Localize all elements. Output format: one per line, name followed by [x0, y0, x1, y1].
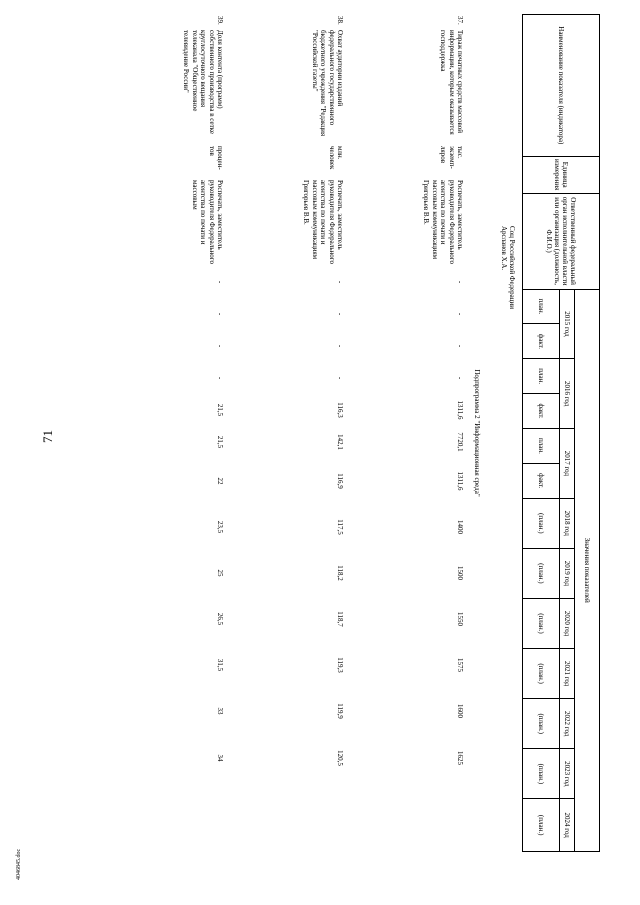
value-cell: 1575	[456, 658, 464, 672]
value-cell: 1550	[456, 612, 464, 626]
document-code: 4046845.doc	[16, 848, 22, 880]
value-cell: 26,5	[216, 612, 224, 626]
value-cell: -	[456, 280, 464, 284]
unit: тыс. экземп-ляров	[439, 146, 464, 169]
value-cell: 118,2	[336, 565, 344, 581]
value-cell: 33	[216, 707, 224, 715]
year-2015: 2015 год	[560, 289, 575, 359]
value-cell: 21,5	[216, 403, 224, 417]
rotated-table-sheet	[60, 14, 600, 894]
value-cell: -	[216, 344, 224, 348]
year-2018: 2018 год	[560, 498, 575, 548]
indicator-name: Тираж печатных средств массовой информации, которым оказывается господдержка	[439, 30, 464, 135]
indicators-table	[522, 14, 600, 852]
plan-2015: план.	[523, 289, 560, 324]
plan-2018: (план.)	[523, 498, 560, 548]
plan-2017: план.	[523, 429, 560, 464]
value-cell: 23,5	[216, 520, 224, 534]
row-number: 39.	[216, 16, 224, 25]
year-2016: 2016 год	[560, 359, 575, 429]
table-row	[104, 14, 224, 852]
value-cell: -	[336, 376, 344, 380]
value-cell: 1600	[456, 704, 464, 718]
unit: млн. человек	[327, 146, 344, 170]
year-2022: 2022 год	[560, 699, 575, 749]
row-number: 38.	[336, 16, 344, 25]
plan-2016: план.	[523, 359, 560, 394]
value-cell: 116,9	[336, 473, 344, 489]
subprogram-title: Подпрограмма 2 "Информационная среда"	[473, 369, 481, 497]
value-cell: 1400	[456, 520, 464, 534]
year-2021: 2021 год	[560, 649, 575, 699]
row-number: 37.	[456, 16, 464, 25]
header-values: Значения показателей	[575, 289, 600, 851]
value-cell: 1500	[456, 566, 464, 580]
page-number: 71	[40, 430, 55, 443]
value-cell: 21,5	[216, 435, 224, 449]
table-row	[224, 14, 344, 852]
value-cell: -	[216, 312, 224, 316]
value-cell: -	[216, 376, 224, 380]
unit: процен-тов	[207, 146, 224, 170]
header-responsible: Ответственный федеральный орган исполнительной власти или организация (должность, Ф.И.О.)	[523, 193, 600, 289]
fact-2016: факт.	[523, 394, 560, 429]
responsible: Роспечать, заместитель руководителя Федерального агентства по печати и массовым коммуникациям Григорьев В.В.	[302, 180, 344, 264]
plan-2021: (план.)	[523, 649, 560, 699]
responsible: Роспечать, заместитель руководителя Федерального агентства по печати и массовым	[190, 180, 224, 264]
value-cell: -	[456, 376, 464, 380]
plan-2019: (план.)	[523, 548, 560, 598]
value-cell: 31,5	[216, 658, 224, 672]
value-cell: 120,5	[336, 750, 344, 766]
value-cell: 22	[216, 477, 224, 485]
year-2017: 2017 год	[560, 429, 575, 499]
value-cell: 119,9	[336, 703, 344, 719]
value-cell: 142,1	[336, 434, 344, 450]
value-cell: -	[456, 344, 464, 348]
year-2023: 2023 год	[560, 749, 575, 799]
value-cell: -	[336, 344, 344, 348]
table-row	[344, 14, 464, 852]
fact-2017: факт.	[523, 463, 560, 498]
year-2020: 2020 год	[560, 598, 575, 648]
responsible-note: Соц Российской Федерации Арсланов Х.А.	[499, 226, 516, 309]
fact-2015: факт.	[523, 324, 560, 359]
value-cell: 1311,6	[456, 471, 464, 491]
plan-2023: (план.)	[523, 749, 560, 799]
value-cell: -	[456, 312, 464, 316]
value-cell: 1311,6	[456, 400, 464, 420]
indicator-name: Доля контента (программ) собственного производства в сетке круглосуточного вещания телеканала "Общественное телевидение России"	[182, 30, 224, 135]
plan-2024: (план.)	[523, 799, 560, 852]
indicator-name: Охват аудитории изданий федерального государственного бюджетного учреждения "Редакция "Российской газеты"	[310, 30, 344, 137]
value-cell: 119,3	[336, 657, 344, 673]
value-cell: -	[336, 280, 344, 284]
value-cell: 116,3	[336, 402, 344, 418]
plan-2020: (план.)	[523, 598, 560, 648]
value-cell: 117,5	[336, 519, 344, 535]
header-name: Наименование показателя (индикатора)	[523, 15, 600, 157]
value-cell: 118,7	[336, 611, 344, 627]
value-cell: 1625	[456, 751, 464, 765]
header-unit: Единица измерения	[523, 156, 600, 193]
year-2019: 2019 год	[560, 548, 575, 598]
year-2024: 2024 год	[560, 799, 575, 852]
value-cell: 7720,1	[456, 432, 464, 452]
plan-2022: (план.)	[523, 699, 560, 749]
value-cell: 25	[216, 569, 224, 577]
value-cell: -	[216, 280, 224, 284]
value-cell: -	[336, 312, 344, 316]
value-cell: 34	[216, 754, 224, 762]
responsible: Роспечать, заместитель руководителя Федерального агентства по печати и массовым коммуникациям Григорьев В.В.	[422, 180, 464, 264]
